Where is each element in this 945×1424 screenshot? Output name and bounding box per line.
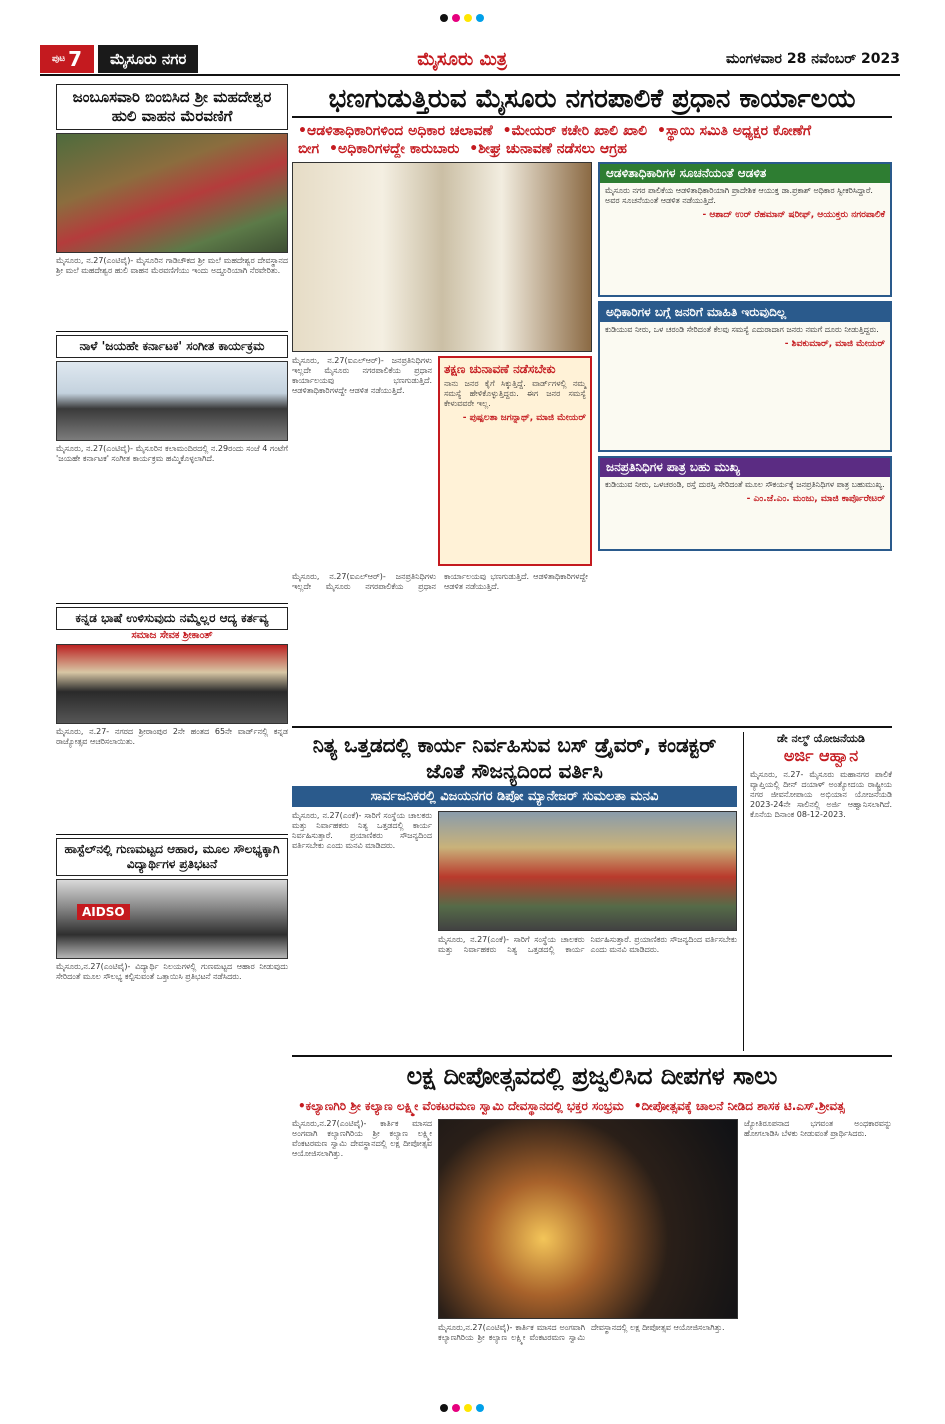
bus-photo bbox=[438, 811, 737, 931]
bus-body-continued: ಮೈಸೂರು, ನ.27(ಎಂಕೆ)- ಸಾರಿಗೆ ಸಂಸ್ಥೆಯ ಚಾಲಕರು ಮತ್ತು ನಿರ್ವಾಹಕರು ನಿತ್ಯ ಒತ್ತಡದಲ್ಲಿ ಕಾರ್ಯ ನಿರ್ವಹಿಸುತ್ತಾರೆ. ಪ್ರಯಾಣಿಕರು ಸೌಜನ್ಯದಿಂದ ವರ್ತಿಸಬೇಕು ಎಂದು ಮನವಿ ಮಾಡಿದರು. bbox=[438, 935, 737, 954]
main-column bbox=[292, 84, 892, 1419]
story-headline: ಹಾಸ್ಟೆಲ್‌ನಲ್ಲಿ ಗುಣಮಟ್ಟದ ಆಹಾರ, ಮೂಲ ಸೌಲಭ್ಯಕ್ಕಾಗಿ ವಿದ್ಯಾರ್ಥಿಗಳ ಪ್ರತಿಭಟನೆ bbox=[56, 838, 288, 876]
festival-photo bbox=[56, 133, 288, 253]
corridor-photo bbox=[292, 162, 592, 352]
notice-headline: ಅರ್ಜಿ ಆಹ್ವಾನ bbox=[783, 746, 859, 765]
group-photo bbox=[56, 644, 288, 724]
lead-bullets: •ಆಡಳಿತಾಧಿಕಾರಿಗಳಿಂದ ಅಧಿಕಾರ ಚಲಾವಣೆ •ಮೇಯರ್ ಕಚೇರಿ ಖಾಲಿ ಖಾಲಿ •ಸ್ಥಾಯಿ ಸಮಿತಿ ಅಧ್ಯಕ್ಷರ ಕೋಣೆಗೆ ಬೀಗ •ಅಧಿಕಾರಿಗಳದ್ದೇ ಕಾರುಬಾರು •ಶೀಘ್ರ ಚುನಾವಣೆ ನಡೆಸಲು ಆಗ್ರಹ bbox=[298, 123, 812, 157]
info-box-officers: ಅಧಿಕಾರಿಗಳ ಬಗ್ಗೆ ಜನರಿಗೆ ಮಾಹಿತಿ ಇರುವುದಿಲ್ಲ ಕುಡಿಯುವ ನೀರು, ಒಳ ಚರಂಡಿ ಸೇರಿದಂತೆ ಕೆಲವು ಸಮಸ್ಯೆ ಎದುರಾದಾಗ ಜನರು ನಮಗೆ ದೂರು ನೀಡುತ್ತಿದ್ದರು. - ಶಿವಕುಮಾರ್, ಮಾಜಿ ಮೇಯರ್ bbox=[598, 301, 892, 452]
story-headline: ಜಂಬೂಸವಾರಿ ಬಿಂಬಿಸಿದ ಶ್ರೀ ಮಹದೇಶ್ವರ ಹುಲಿ ವಾಹನ ಮೆರವಣಿಗೆ bbox=[56, 84, 288, 130]
registration-dots bbox=[440, 14, 484, 22]
story-body: ಮೈಸೂರು, ನ.27(ಎಂಟಿವೈ)- ಮೈಸೂರಿನ ಕಲಾಮಂದಿರದಲ್ಲಿ ನ.29ರಂದು ಸಂಜೆ 4 ಗಂಟೆಗೆ 'ಜಯಹೇ ಕರ್ನಾಟಕ' ಸಂಗೀತ ಕಾರ್ಯಕ್ರಮ ಹಮ್ಮಿಕೊಳ್ಳಲಾಗಿದೆ. bbox=[56, 443, 288, 463]
lamps-body-continued: ಮೈಸೂರು,ನ.27(ಎಂಟಿವೈ)- ಕಾರ್ತಿಕ ಮಾಸದ ಅಂಗವಾಗಿ ಕಲ್ಯಾಣಗಿರಿಯ ಶ್ರೀ ಕಲ್ಯಾಣ ಲಕ್ಷ್ಮೀ ವೆಂಕಟರಮಣ ಸ್ವಾಮಿ ದೇವಸ್ಥಾನದಲ್ಲಿ ಲಕ್ಷ ದೀಪೋತ್ಸವ ಆಯೋಜಿಸಲಾಗಿತ್ತು. bbox=[438, 1323, 725, 1342]
lead-continued: ಮೈಸೂರು, ನ.27(ಐಎಲ್‌ಆರ್)- ಜನಪ್ರತಿನಿಧಿಗಳು ಇಲ್ಲದೇ ಮೈಸೂರು ನಗರಪಾಲಿಕೆಯ ಪ್ರಧಾನ ಕಾರ್ಯಾಲಯವು ಭಣಗುಡುತ್ತಿದೆ. ಆಡಳಿತಾಧಿಕಾರಿಗಳದ್ದೇ ಆಡಳಿತ ನಡೆಯುತ್ತಿದೆ. bbox=[292, 572, 588, 591]
protest-photo bbox=[56, 879, 288, 959]
info-box-admin: ಆಡಳಿತಾಧಿಕಾರಿಗಳ ಸೂಚನೆಯಂತೆ ಆಡಳಿತ ಮೈಸೂರು ನಗರ ಪಾಲಿಕೆಯ ಆಡಳಿತಾಧಿಕಾರಿಯಾಗಿ ಪ್ರಾದೇಶಿಕ ಆಯುಕ್ತ ಡಾ.ಪ್ರಕಾಶ್ ಅಧಿಕಾರ ಸ್ವೀಕರಿಸಿದ್ದಾರೆ. ಅವರ ಸೂಚನೆಯಂತೆ ಆಡಳಿತ ನಡೆಯುತ್ತಿದೆ. - ಆಶಾದ್ ಉರ್ ರೆಹಮಾನ್ ಷರೀಫ್, ಆಯುಕ್ತರು ನಗರಪಾಲಿಕೆ bbox=[598, 162, 892, 297]
bus-body: ಮೈಸೂರು, ನ.27(ಎಂಕೆ)- ಸಾರಿಗೆ ಸಂಸ್ಥೆಯ ಚಾಲಕರು ಮತ್ತು ನಿರ್ವಾಹಕರು ನಿತ್ಯ ಒತ್ತಡದಲ್ಲಿ ಕಾರ್ಯ ನಿರ್ವಹಿಸುತ್ತಾರೆ. ಪ್ರಯಾಣಿಕರು ಸೌಜನ್ಯದಿಂದ ವರ್ತಿಸಬೇಕು ಎಂದು ಮನವಿ ಮಾಡಿದರು. bbox=[292, 811, 432, 850]
registration-dots bbox=[440, 1404, 484, 1412]
stage-photo bbox=[56, 361, 288, 441]
bus-subhead-bar: ಸಾರ್ವಜನಿಕರಲ್ಲಿ ವಿಜಯನಗರ ಡಿಪೋ ಮ್ಯಾನೇಜರ್ ಸುಮಲತಾ ಮನವಿ bbox=[292, 786, 737, 807]
story-body: ಮೈಸೂರು, ನ.27- ನಗರದ ಶ್ರೀರಾಂಪುರ 2ನೇ ಹಂತದ 65ನೇ ವಾರ್ಡ್‌ನಲ್ಲಿ ಕನ್ನಡ ರಾಜ್ಯೋತ್ಸವ ಆಚರಿಸಲಾಯಿತು. bbox=[56, 726, 288, 746]
lamps-bullets: •ಕಲ್ಯಾಣಗಿರಿ ಶ್ರೀ ಕಲ್ಯಾಣ ಲಕ್ಷ್ಮೀ ವೆಂಕಟರಮಣ ಸ್ವಾಮಿ ದೇವಸ್ಥಾನದಲ್ಲಿ ಭಕ್ತರ ಸಂಭ್ರಮ •ದೀಪೋತ್ಸವಕ್ಕೆ ಚಾಲನೆ ನೀಡಿದ ಶಾಸಕ ಟಿ.ಎಸ್.ಶ್ರೀವತ್ಸ bbox=[298, 1099, 845, 1113]
page-number-badge: ಪುಟ 7 bbox=[40, 45, 94, 73]
bus-headline: ನಿತ್ಯ ಒತ್ತಡದಲ್ಲಿ ಕಾರ್ಯ ನಿರ್ವಹಿಸುವ ಬಸ್ ಡ್ರೈವರ್, ಕಂಡಕ್ಟರ್ ಜೊತೆ ಸೌಜನ್ಯದಿಂದ ವರ್ತಿಸಿ bbox=[312, 733, 717, 783]
paper-name: ಮೈಸೂರು ಮಿತ್ರ bbox=[417, 48, 507, 70]
left-column bbox=[56, 84, 288, 1162]
protest-banner: AIDSO bbox=[77, 904, 130, 920]
story-headline: ಕನ್ನಡ ಭಾಷೆ ಉಳಿಸುವುದು ನಮ್ಮೆಲ್ಲರ ಆದ್ಯ ಕರ್ತವ್ಯ bbox=[56, 607, 288, 630]
notice-body: ಮೈಸೂರು, ನ.27- ಮೈಸೂರು ಮಹಾನಗರ ಪಾಲಿಕೆ ವ್ಯಾಪ್ತಿಯಲ್ಲಿ ದೀನ್ ದಯಾಳ್ ಅಂತ್ಯೋದಯ ರಾಷ್ಟ್ರೀಯ ನಗರ ಜೀವನೋಪಾಯ ಅಭಿಯಾನ ಯೋಜನೆಯಡಿ 2023-24ನೇ ಸಾಲಿನಲ್ಲಿ ಅರ್ಜಿ ಆಹ್ವಾನಿಸಲಾಗಿದೆ. ಕೊನೆಯ ದಿನಾಂಕ 08-12-2023. bbox=[750, 770, 892, 819]
lamps-headline: ಲಕ್ಷ ದೀಪೋತ್ಸವದಲ್ಲಿ ಪ್ರಜ್ವಲಿಸಿದ ದೀಪಗಳ ಸಾಲು bbox=[406, 1062, 778, 1090]
story-body: ಮೈಸೂರು,ನ.27(ಎಂಟಿವೈ)- ವಿದ್ಯಾರ್ಥಿ ನಿಲಯಗಳಲ್ಲಿ ಗುಣಮಟ್ಟದ ಆಹಾರ ನೀಡುವುದು ಸೇರಿದಂತೆ ಮೂಲ ಸೌಲಭ್ಯ ಕಲ್ಪಿಸುವಂತೆ ಒತ್ತಾಯಿಸಿ ಪ್ರತಿಭಟನೆ ನಡೆಸಿದರು. bbox=[56, 961, 288, 981]
issue-date: ಮಂಗಳವಾರ 28 ನವೆಂಬರ್ 2023 bbox=[725, 51, 900, 67]
story-subhead: ಸಮಾಜ ಸೇವಕ ಶ್ರೀಕಾಂತ್ bbox=[131, 629, 213, 641]
lamps-photo bbox=[438, 1119, 738, 1319]
story-body: ಮೈಸೂರು, ನ.27(ಎಂಟಿವೈ)- ಮೈಸೂರಿನ ಗಾಡಿಚೌಕದ ಶ್ರೀ ಮಲೆ ಮಹದೇಶ್ವರ ದೇವಸ್ಥಾನದ ಶ್ರೀ ಮಲೆ ಮಹದೇಶ್ವರ ಹುಲಿ ವಾಹನ ಮೆರವಣಿಗೆಯು ಇಂದು ಅದ್ದೂರಿಯಾಗಿ ನೆರವೇರಿತು. bbox=[56, 255, 288, 275]
lamps-body: ಮೈಸೂರು,ನ.27(ಎಂಟಿವೈ)- ಕಾರ್ತಿಕ ಮಾಸದ ಅಂಗವಾಗಿ ಕಲ್ಯಾಣಗಿರಿಯ ಶ್ರೀ ಕಲ್ಯಾಣ ಲಕ್ಷ್ಮೀ ವೆಂಕಟರಮಣ ಸ್ವಾಮಿ ದೇವಸ್ಥಾನದಲ್ಲಿ ಲಕ್ಷ ದೀಪೋತ್ಸವ ಆಯೋಜಿಸಲಾಗಿತ್ತು. bbox=[292, 1119, 432, 1158]
masthead bbox=[40, 44, 900, 76]
lead-headline: ಭಣಗುಡುತ್ತಿರುವ ಮೈಸೂರು ನಗರಪಾಲಿಕೆ ಪ್ರಧಾನ ಕಾರ್ಯಾಲಯ bbox=[292, 84, 892, 118]
lamps-body-right: ಜ್ಯೋತಿರೂಪನಾದ ಭಗವಂತ ಅಂಧಕಾರವನ್ನು ಹೋಗಲಾಡಿಸಿ ಬೆಳಕು ನೀಡುವಂತೆ ಪ್ರಾರ್ಥಿಸಿದರು. bbox=[744, 1119, 892, 1138]
info-box-representatives: ಜನಪ್ರತಿನಿಧಿಗಳ ಪಾತ್ರ ಬಹು ಮುಖ್ಯ ಕುಡಿಯುವ ನೀರು, ಒಳಚರಂಡಿ, ರಸ್ತೆ ದುರಸ್ತಿ ಸೇರಿದಂತೆ ಮೂಲ ಸೌಕರ್ಯಕ್ಕೆ ಜನಪ್ರತಿನಿಧಿಗಳ ಪಾತ್ರ ಬಹುಮುಖ್ಯ. - ಎಂ.ಜೆ.ಎಂ. ಮಂಜು, ಮಾಜಿ ಕಾರ್ಪೊರೇಟರ್ bbox=[598, 456, 892, 551]
quote-box: ತಕ್ಷಣ ಚುನಾವಣೆ ನಡೆಸಬೇಕು ನಾನು ಜನರ ಕೈಗೆ ಸಿಕ್ಕುತ್ತಿದ್ದೆ. ವಾರ್ಡ್‌ಗಳಲ್ಲಿ ನಮ್ಮ ಸಮಸ್ಯೆ ಹೇಳಿಕೊಳ್ಳುತ್ತಿದ್ದರು. ಈಗ ಜನರ ಸಮಸ್ಯೆ ಕೇಳುವವರೇ ಇಲ್ಲ. - ಪುಷ್ಪಲತಾ ಜಗನ್ನಾಥ್, ಮಾಜಿ ಮೇಯರ್ bbox=[438, 356, 592, 566]
section-title: ಮೈಸೂರು ನಗರ bbox=[98, 45, 198, 73]
lead-body: ಮೈಸೂರು, ನ.27(ಐಎಲ್‌ಆರ್)- ಜನಪ್ರತಿನಿಧಿಗಳು ಇಲ್ಲದೇ ಮೈಸೂರು ನಗರಪಾಲಿಕೆಯ ಪ್ರಧಾನ ಕಾರ್ಯಾಲಯವು ಭಣಗುಡುತ್ತಿದೆ. ಆಡಳಿತಾಧಿಕಾರಿಗಳದ್ದೇ ಆಡಳಿತ ನಡೆಯುತ್ತಿದೆ. bbox=[292, 356, 432, 395]
notice-headline-top: ಡೇ ನಲ್ಮ್ ಯೋಜನೆಯಡಿ bbox=[777, 732, 865, 745]
story-headline: ನಾಳೆ 'ಜಯಹೇ ಕರ್ನಾಟಕ' ಸಂಗೀತ ಕಾರ್ಯಕ್ರಮ bbox=[56, 335, 288, 358]
